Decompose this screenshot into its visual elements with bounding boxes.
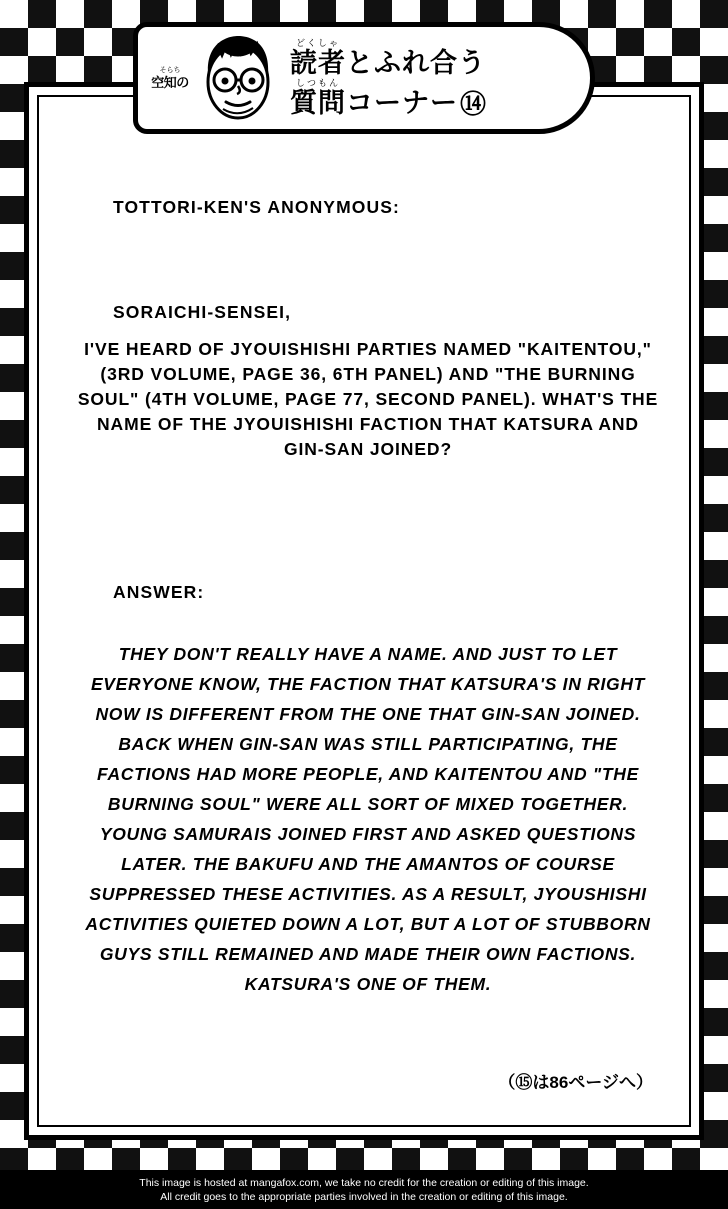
sorachi-label [146,67,194,90]
answer-label: ANSWER: [113,582,205,602]
question-salutation: SORAICHI-SENSEI, [113,302,292,322]
dokusha-kanji: どくしゃ 読者 [290,38,346,78]
next-page-note: （⑮は86ページへ） [498,1073,653,1092]
sorachi-ruby: そらち [159,66,181,74]
footer-credit-line-1: This image is hosted at mangafox.com, we take no credit for the creation or editing of this image. [139,1177,589,1189]
header-title-line-2 [290,78,576,118]
header-title-line-1-rest: とふれ合う [346,48,486,78]
header-title-line-2-rest: コーナー [346,88,458,118]
shitsumon-kanji: しつもん 質問 [290,78,346,118]
header-titles [280,38,590,118]
answer-text: THEY DON'T REALLY HAVE A NAME. AND JUST TO LET EVERYONE KNOW, THE FACTION THAT KATSURA'S IN RIGHT NOW IS DIFFERENT FROM THE ONE THAT GIN-SAN JOINED. BACK WHEN GIN-SAN WAS STILL PARTICIPATING, THE FACTIONS HAD MORE PEOPLE, AND KAITENTOU AND "THE BURNING SOUL" WERE ALL SORT OF MIXED TOGETHER. YOUNG SAMURAIS JOINED FIRST AND ASKED QUESTIONS LATER. THE BAKUFU AND THE AMANTOS OF COURSE SUPPRESSED THESE ACTIVITIES. AS A RESULT, JYOUSHISHI ACTIVITIES QUIETED DOWN A LOT, BUT A LOT OF STUBBORN GUYS STILL REMAINED AND MADE THEIR OWN FACTIONS. KATSURA'S ONE OF THEM. [85,644,651,994]
question-sender: TOTTORI-KEN'S ANONYMOUS: [113,197,400,217]
question-text: I'VE HEARD OF JYOUISHISHI PARTIES NAMED "KAITENTOU," (3RD VOLUME, PAGE 36, 6TH PANEL) AND "THE BURNING SOUL" (4TH VOLUME, PAGE 77, SECOND PANEL). WHAT'S THE NAME OF THE JYOUISHISHI FACTION THAT KATSURA AND GIN-SAN JOINED? [77,339,659,459]
qa-content [69,197,667,1115]
header-title-line-1 [290,38,576,78]
sorachi-caricature-icon [196,30,280,126]
sorachi-label-text: 空知の [151,74,189,90]
footer-credit [0,1170,728,1209]
content-panel [24,82,704,1140]
header-banner [133,22,595,134]
footer-credit-line-2: All credit goes to the appropriate parties involved in the creation or editing of this image. [160,1191,568,1203]
corner-number: ⑭ [460,89,488,119]
